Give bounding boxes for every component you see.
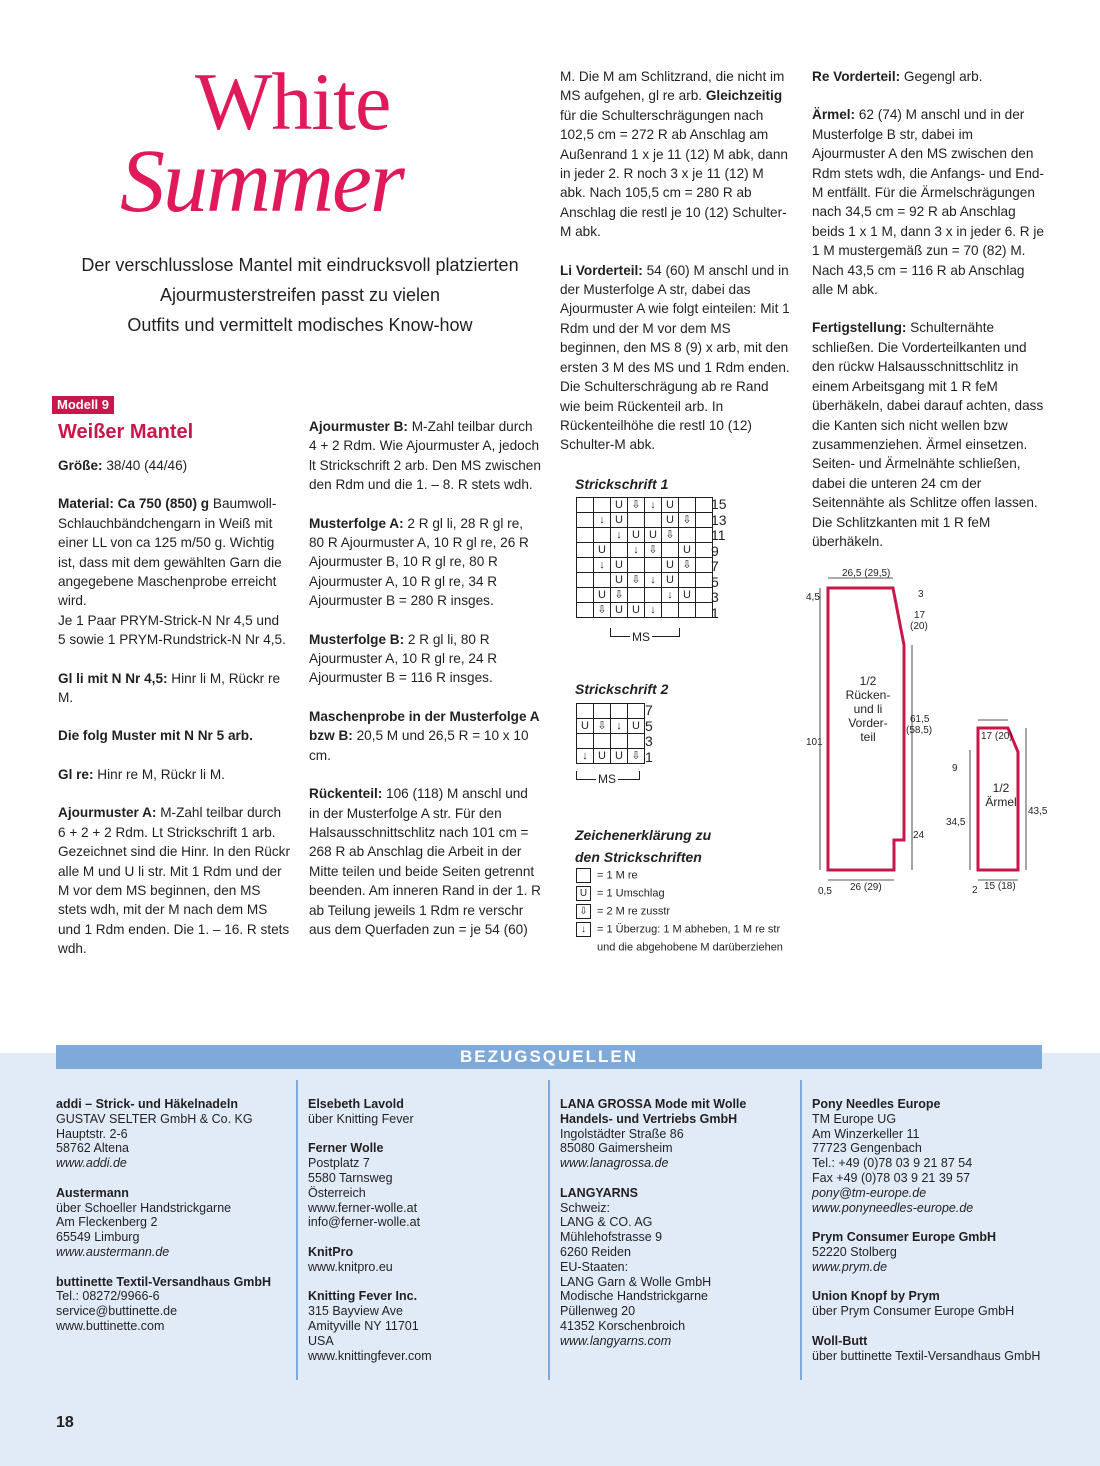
chart2-grid bbox=[576, 703, 645, 764]
chart1-row-numbers bbox=[711, 497, 727, 621]
chart-cell bbox=[662, 603, 679, 618]
supplier-line: über buttinette Textil-Versandhaus GmbH bbox=[812, 1348, 1041, 1363]
supplier-line: GUSTAV SELTER GmbH & Co. KG bbox=[56, 1111, 253, 1126]
chart-cell: ⇩ bbox=[628, 573, 645, 588]
chart-cell bbox=[577, 513, 594, 528]
chart-cell: ⇩ bbox=[628, 749, 645, 764]
footer-divider bbox=[296, 1080, 298, 1380]
legend-item bbox=[576, 886, 665, 901]
page-number: 18 bbox=[56, 1414, 74, 1431]
supplier-column bbox=[56, 1097, 288, 1349]
row-number: 3 bbox=[711, 589, 719, 605]
chart-cell: ↓ bbox=[628, 543, 645, 558]
chart-cell bbox=[628, 558, 645, 573]
chart-cell bbox=[645, 588, 662, 603]
chart-cell bbox=[577, 558, 594, 573]
supplier-column bbox=[308, 1097, 540, 1378]
dim-bottom-width: 26 (29) bbox=[850, 882, 882, 893]
folg-label: Die folg Muster mit N Nr 5 arb. bbox=[58, 728, 253, 744]
supplier-line: über Knitting Fever bbox=[308, 1111, 414, 1126]
chart-cell: U bbox=[611, 498, 628, 513]
legend-item bbox=[576, 904, 670, 919]
supplier-line: Postplatz 7 bbox=[308, 1156, 370, 1171]
chart-cell: U bbox=[662, 498, 679, 513]
row-number: 5 bbox=[645, 717, 653, 734]
sleeve-label bbox=[981, 781, 1021, 809]
chart-cell: U bbox=[679, 543, 696, 558]
size-label: Größe: bbox=[58, 458, 103, 473]
intro-line: Outfits und vermittelt modisches Know-how bbox=[127, 315, 473, 335]
chart-cell: U bbox=[594, 749, 611, 764]
supplier-line: Mühlehofstrasse 9 bbox=[560, 1230, 663, 1245]
ajour-b-label: Ajourmuster B: bbox=[309, 419, 408, 434]
supplier-website[interactable]: www.lanagrossa.de bbox=[560, 1156, 669, 1171]
supplier-website[interactable]: www.langyarns.com bbox=[560, 1333, 672, 1348]
chart-cell: U bbox=[628, 719, 645, 734]
supplier-line: Tel.: +49 (0)78 03 9 21 87 54 bbox=[812, 1156, 973, 1171]
supplier-line: Püllenweg 20 bbox=[560, 1304, 636, 1319]
supplier-entry bbox=[560, 1097, 792, 1171]
gl-li-text: Hinr li M, Rückr re M. bbox=[58, 670, 281, 706]
supplier-entry bbox=[308, 1097, 540, 1127]
supplier-line: service@buttinette.de bbox=[56, 1304, 178, 1319]
chart-cell: ↓ bbox=[577, 749, 594, 764]
intro-line: Ajourmusterstreifen passt zu vielen bbox=[159, 285, 441, 305]
chart2-title: Strickschrift 2 bbox=[575, 681, 669, 697]
supplier-name: Ferner Wolle bbox=[308, 1141, 384, 1156]
supplier-line: 77723 Gengenbach bbox=[812, 1141, 922, 1156]
supplier-website[interactable]: www.prym.de bbox=[812, 1259, 888, 1274]
chart-cell bbox=[611, 734, 628, 749]
chart-row bbox=[577, 704, 645, 719]
chart-cell: U bbox=[662, 558, 679, 573]
aermel-text: 62 (74) M anschl und in der Musterfolge B str, dabei im Ajourmuster A den MS zwischen den Rdm stets wdh, die Anfangs- und End-M entfällt. Für die Ärmelschrägungen nach 34,5 cm = 92 R ab Anschlag beids 1 x 1 M, dann 3 x in jeder 6. R je 1 M mustergemäß zun = 70 (82) M. Nach 43,5 cm = 116 R ab Anschlag alle M abk. bbox=[812, 107, 1044, 298]
supplier-line: www.knitpro.eu bbox=[308, 1259, 393, 1274]
folge-a-paragraph bbox=[309, 514, 541, 611]
chart-cell bbox=[577, 588, 594, 603]
supplier-website[interactable]: pony@tm-europe.de bbox=[812, 1185, 927, 1200]
chart-cell: ↓ bbox=[594, 558, 611, 573]
supplier-name: Elsebeth Lavold bbox=[308, 1097, 404, 1111]
dim-sleeve-9: 9 bbox=[952, 763, 958, 774]
chart-cell bbox=[577, 498, 594, 513]
row-number: 5 bbox=[711, 573, 719, 590]
legend-text: und die abgehobene M darüberziehen bbox=[597, 941, 783, 954]
chart-cell bbox=[594, 704, 611, 719]
supplier-entry bbox=[812, 1230, 1044, 1274]
body-label-line: Vorder- bbox=[848, 716, 888, 730]
legend-title-2: den Strickschriften bbox=[575, 849, 702, 865]
supplier-line: LANG & CO. AG bbox=[560, 1215, 653, 1230]
legend-symbol: U bbox=[576, 886, 591, 901]
legend-symbol bbox=[576, 868, 591, 883]
model-title: Weißer Mantel bbox=[58, 421, 194, 443]
dim-sleeve-top: 17 (20) bbox=[981, 731, 1013, 742]
chart-cell bbox=[696, 588, 713, 603]
supplier-entry bbox=[812, 1289, 1044, 1319]
chart-cell bbox=[594, 528, 611, 543]
chart-cell bbox=[645, 513, 662, 528]
chart-cell bbox=[577, 734, 594, 749]
supplier-website[interactable]: www.austermann.de bbox=[56, 1244, 170, 1259]
chart-cell bbox=[577, 528, 594, 543]
legend-symbol: ⇩ bbox=[576, 904, 591, 919]
fertig-label: Fertigstellung: bbox=[812, 320, 907, 336]
supplier-line: 65549 Limburg bbox=[56, 1230, 140, 1245]
material-text: Baumwoll-Schlauchbändchengarn in Weiß mit einer LL von ca 125 m/50 g. Wichtig ist, dass mit dem gewählten Garn die angegebene Maschenprobe erreicht wird. bbox=[58, 496, 282, 609]
body-label-line: und li bbox=[853, 702, 883, 716]
chart-cell bbox=[594, 734, 611, 749]
intro-text bbox=[50, 250, 550, 340]
chart2-ms-label: MS bbox=[598, 772, 616, 786]
row-number: 1 bbox=[711, 604, 719, 621]
chart-cell bbox=[611, 704, 628, 719]
gl-li-label: Gl li mit N Nr 4,5: bbox=[58, 670, 168, 686]
supplier-name: Knitting Fever Inc. bbox=[308, 1289, 418, 1304]
needles-paragraph: Je 1 Paar PRYM-Strick-N Nr 4,5 und 5 sowie 1 PRYM-Rundstrick-N Nr 4,5. bbox=[58, 612, 286, 648]
chart-row bbox=[577, 543, 713, 558]
probe-paragraph bbox=[309, 707, 541, 765]
chart-row bbox=[577, 588, 713, 603]
chart-cell: ⇩ bbox=[679, 513, 696, 528]
supplier-line: www.knittingfever.com bbox=[308, 1348, 432, 1363]
supplier-line: www.buttinette.com bbox=[56, 1318, 165, 1333]
ajour-b-paragraph bbox=[309, 417, 541, 495]
chart-cell bbox=[645, 558, 662, 573]
chart-cell bbox=[628, 704, 645, 719]
supplier-line: info@ferner-wolle.at bbox=[308, 1215, 421, 1230]
intro-line: Der verschlusslose Mantel mit eindrucksvoll platzierten bbox=[81, 255, 519, 275]
chart-cell: U bbox=[628, 528, 645, 543]
chart-cell: ↓ bbox=[611, 719, 628, 734]
folge-a-text: 2 R gl li, 28 R gl re, 80 R Ajourmuster A, 10 R gl re, 26 R Ajourmuster B, 10 R gl re, 80 R Ajourmuster A, 10 R gl re, 34 R Ajourmuster B = 280 R insges. bbox=[309, 515, 529, 609]
re-vorderteil-paragraph bbox=[812, 67, 1044, 86]
supplier-line: Am Fleckenberg 2 bbox=[56, 1215, 158, 1230]
supplier-line: Fax +49 (0)78 03 9 21 39 57 bbox=[812, 1170, 971, 1185]
dim-top-left: 4,5 bbox=[806, 592, 820, 603]
fertig-text: Schulternähte schließen. Die Vorderteilkanten und den rückw Halsausschnittschlitz in einem Arbeitsgang mit 1 R feM überhäkeln, dabei darauf achten, dass die Kanten sich nicht wellen bzw zusammenziehen. Ärmel einsetzen. Seiten- und Ärmelnähte schließen, dabei die unteren 24 cm der Seitennähte als Schlitze offen lassen. Die Schlitzkanten mit 1 R feM überhäkeln. bbox=[812, 320, 1044, 549]
chart-cell: U bbox=[577, 719, 594, 734]
legend-text: = 1 Überzug: 1 M abheben, 1 M re str bbox=[597, 923, 781, 936]
chart-cell bbox=[628, 588, 645, 603]
supplier-name: Austermann bbox=[56, 1185, 129, 1200]
legend-text: = 1 Umschlag bbox=[597, 887, 665, 900]
chart1-ms-label: MS bbox=[632, 630, 650, 644]
row-number: 1 bbox=[645, 748, 653, 765]
ruecken-label: Rückenteil: bbox=[309, 786, 383, 802]
aermel-paragraph bbox=[812, 105, 1044, 299]
chart-cell bbox=[696, 603, 713, 618]
model-badge: Modell 9 bbox=[52, 396, 114, 414]
chart-cell: U bbox=[611, 603, 628, 618]
supplier-entry bbox=[56, 1186, 288, 1260]
supplier-website[interactable]: www.ponyneedles-europe.de bbox=[812, 1200, 974, 1215]
chart-row bbox=[577, 498, 713, 513]
supplier-entry bbox=[308, 1289, 540, 1363]
chart-cell bbox=[577, 603, 594, 618]
fertig-paragraph bbox=[812, 318, 1044, 551]
supplier-website[interactable]: www.addi.de bbox=[56, 1156, 127, 1171]
dim-shoulder: 17 bbox=[914, 610, 926, 621]
chart-cell: U bbox=[611, 749, 628, 764]
instructions-column-2 bbox=[309, 417, 541, 958]
legend-title-1: Zeichenerklärung zu bbox=[575, 827, 712, 843]
chart-cell: U bbox=[611, 573, 628, 588]
probe-label: Maschenprobe in der Musterfolge A bzw B: bbox=[309, 708, 540, 744]
chart-row bbox=[577, 558, 713, 573]
chart-row bbox=[577, 513, 713, 528]
supplier-line: Modische Handstrickgarne bbox=[560, 1289, 708, 1304]
dim-sleeve-bottom: 15 (18) bbox=[984, 881, 1016, 892]
re-vorderteil-text: Gegengl arb. bbox=[900, 69, 983, 84]
ajour-a-text: M-Zahl teilbar durch 6 + 2 + 2 Rdm. Lt Strickschrift 1 arb. Gezeichnet sind die Hinr. In den Rückr alle M und U li str. Mit 1 Rdm und der M vor dem MS beginnen, den MS stets wdh, mit der M nach dem MS und 1 Rdm enden. Die 1. – 16. R stets wdh. bbox=[58, 805, 290, 957]
chart-cell: ⇩ bbox=[679, 558, 696, 573]
dim-top-width: 26,5 (29,5) bbox=[842, 568, 891, 579]
row-number: 13 bbox=[711, 511, 727, 528]
supplier-column bbox=[560, 1097, 792, 1363]
row-number: 15 bbox=[711, 496, 727, 512]
footer-divider bbox=[800, 1080, 802, 1380]
chart-cell: U bbox=[679, 588, 696, 603]
supplier-entry bbox=[560, 1186, 792, 1349]
gl-re-label: Gl re: bbox=[58, 766, 94, 782]
supplier-name: Prym Consumer Europe GmbH bbox=[812, 1230, 997, 1245]
supplier-line: 315 Bayview Ave bbox=[308, 1304, 403, 1319]
supplier-name: buttinette Textil-Versandhaus GmbH bbox=[56, 1274, 272, 1289]
chart-cell bbox=[611, 543, 628, 558]
supplier-entry bbox=[308, 1141, 540, 1230]
chart-cell bbox=[577, 573, 594, 588]
aermel-label: Ärmel: bbox=[812, 107, 856, 123]
row-number: 3 bbox=[645, 733, 653, 749]
chart-cell bbox=[679, 498, 696, 513]
ruecken-text: 106 (118) M anschl und in der Musterfolge A str. Für den Halsausschnittschlitz nach 101 cm = 268 R ab Anschlag die Arbeit in der Mitte teilen und beide Seiten getrennt beenden. Am inneren Rand in der 1. R ab Teilung jeweils 1 Rdm re verschr aus dem Querfaden zun = je 54 (60) bbox=[309, 786, 542, 937]
supplier-name: LANA GROSSA Mode mit Wolle Handels- und Vertriebs GmbH bbox=[560, 1097, 747, 1126]
chart-cell bbox=[696, 543, 713, 558]
li-vorderteil-label: Li Vorderteil: bbox=[560, 262, 643, 278]
sleeve-label-line: 1/2 bbox=[992, 781, 1010, 795]
material-paragraph bbox=[58, 494, 290, 610]
chart-cell: U bbox=[594, 588, 611, 603]
chart-cell: ⇩ bbox=[645, 543, 662, 558]
ruecken-cont-a: M. Die M am Schlitzrand, die nicht im MS aufgehen, gl re arb. bbox=[560, 69, 785, 104]
row-number: 7 bbox=[711, 558, 719, 574]
supplier-line: Tel.: 08272/9966-6 bbox=[56, 1289, 160, 1304]
chart-cell bbox=[577, 704, 594, 719]
chart1-title: Strickschrift 1 bbox=[575, 476, 669, 492]
chart2-row-numbers bbox=[645, 703, 653, 765]
legend-item bbox=[576, 922, 780, 937]
supplier-entry bbox=[308, 1245, 540, 1275]
supplier-line: 5580 Tarnsweg bbox=[308, 1170, 393, 1185]
chart-cell: U bbox=[628, 603, 645, 618]
supplier-line: TM Europe UG bbox=[812, 1111, 897, 1126]
chart-cell: ↓ bbox=[662, 588, 679, 603]
title-summer: Summer bbox=[120, 132, 403, 231]
chart-cell: U bbox=[611, 513, 628, 528]
chart-cell bbox=[696, 513, 713, 528]
dim-slit: 24 bbox=[913, 830, 925, 841]
chart-cell: ↓ bbox=[645, 603, 662, 618]
instructions-column-4 bbox=[812, 67, 1044, 570]
chart-cell bbox=[628, 734, 645, 749]
gl-re-paragraph bbox=[58, 765, 290, 784]
supplier-name: Pony Needles Europe bbox=[812, 1097, 941, 1111]
supplier-line: LANG Garn & Wolle GmbH bbox=[560, 1274, 712, 1289]
supplier-entry bbox=[56, 1275, 288, 1334]
re-vorderteil-label: Re Vorderteil: bbox=[812, 69, 901, 84]
chart-cell: ↓ bbox=[594, 513, 611, 528]
footer-title: BEZUGSQUELLEN bbox=[56, 1045, 1042, 1069]
folge-b-text: 2 R gl li, 80 R Ajourmuster A, 10 R gl re, 24 R Ajourmuster B = 116 R insges. bbox=[309, 631, 498, 686]
li-vorderteil-text: 54 (60) M anschl und in der Musterfolge A str, dabei das Ajourmuster A wie folgt einteilen: Mit 1 Rdm und der M vor dem MS beginnen, den MS 8 (9) x arb, mit den ersten 3 M des MS und 1 Rdm enden. Die Schulterschrägung ab re Rand wie beim Rückenteil arb. In Rückenteilhöhe die restl 10 (12) Schulter-M abk. bbox=[560, 262, 790, 453]
folg-paragraph bbox=[58, 726, 290, 745]
dim-top-right: 3 bbox=[918, 589, 924, 600]
ajour-a-paragraph bbox=[58, 803, 290, 958]
size-paragraph bbox=[58, 456, 290, 475]
chart-cell: ⇩ bbox=[594, 719, 611, 734]
gleichzeitig-label: Gleichzeitig bbox=[705, 88, 783, 104]
supplier-line: Hauptstr. 2-6 bbox=[56, 1126, 128, 1141]
supplier-entry bbox=[56, 1097, 288, 1171]
dim-shoulder-alt: (20) bbox=[910, 621, 928, 632]
dim-sleeve-435: 43,5 bbox=[1028, 806, 1048, 817]
instructions-column-3 bbox=[560, 67, 792, 474]
ruecken-cont-paragraph bbox=[560, 67, 792, 242]
legend-text: = 1 M re bbox=[597, 869, 638, 882]
gl-li-paragraph bbox=[58, 669, 290, 708]
chart1-grid bbox=[576, 497, 713, 618]
chart-cell bbox=[577, 543, 594, 558]
li-vorderteil-paragraph bbox=[560, 261, 792, 455]
supplier-name: addi – Strick- und Häkelnadeln bbox=[56, 1097, 238, 1111]
supplier-line: Ingolstädter Straße 86 bbox=[560, 1126, 684, 1141]
ruecken-cont-b: für die Schulterschrägungen nach 102,5 cm = 272 R ab Anschlag am Außenrand 1 x je 11 (12) M abk, dann in jeder 2. R noch 3 x je 11 (12) M abk. Nach 105,5 cm = 280 R ab Anschlag die restl je 10 (12) Schulter-M abk. bbox=[560, 107, 788, 240]
supplier-line: www.ferner-wolle.at bbox=[308, 1200, 418, 1215]
body-label-line: teil bbox=[860, 730, 876, 744]
title-white: White bbox=[195, 56, 391, 147]
dim-sleeve-2: 2 bbox=[972, 885, 978, 896]
chart-cell: ↓ bbox=[611, 528, 628, 543]
instructions-column-1 bbox=[58, 456, 290, 978]
ajour-b-text: M-Zahl teilbar durch 4 + 2 Rdm. Wie Ajourmuster A, jedoch lt Strickschrift 2 arb. Den MS zwischen den Rdm und die 1. – 8. R stets wdh. bbox=[309, 419, 541, 493]
supplier-line: über Prym Consumer Europe GmbH bbox=[812, 1304, 1015, 1319]
supplier-line: Schweiz: bbox=[560, 1200, 611, 1215]
supplier-line: 6260 Reiden bbox=[560, 1244, 631, 1259]
row-number: 9 bbox=[711, 542, 719, 559]
supplier-line: 58762 Altena bbox=[56, 1141, 129, 1156]
chart-cell bbox=[662, 543, 679, 558]
material-label: Material: Ca 750 (850) g bbox=[58, 496, 210, 512]
chart-cell: ↓ bbox=[645, 573, 662, 588]
chart-row bbox=[577, 528, 713, 543]
probe-text: 20,5 M und 26,5 R = 10 x 10 cm. bbox=[309, 728, 529, 763]
chart-cell bbox=[696, 573, 713, 588]
chart-cell bbox=[628, 513, 645, 528]
body-label bbox=[838, 674, 898, 744]
supplier-name: Woll-Butt bbox=[812, 1333, 868, 1348]
chart-cell bbox=[594, 573, 611, 588]
chart-row bbox=[577, 749, 645, 764]
folge-b-label: Musterfolge B: bbox=[309, 631, 405, 647]
supplier-line: EU-Staaten: bbox=[560, 1259, 629, 1274]
chart-row bbox=[577, 603, 713, 618]
supplier-name: KnitPro bbox=[308, 1244, 354, 1259]
legend-item bbox=[576, 868, 638, 883]
body-label-line: Rücken- bbox=[845, 688, 891, 702]
chart-cell: U bbox=[662, 513, 679, 528]
supplier-line: über Schoeller Handstrickgarne bbox=[56, 1200, 232, 1215]
sleeve-label-line: Ärmel bbox=[985, 795, 1017, 809]
supplier-line: 85080 Gaimersheim bbox=[560, 1141, 673, 1156]
folge-a-label: Musterfolge A: bbox=[309, 515, 404, 531]
chart-cell: U bbox=[594, 543, 611, 558]
dim-side: 61,5 bbox=[910, 714, 930, 725]
dim-side-alt: (58,5) bbox=[906, 725, 933, 736]
chart-cell: U bbox=[611, 558, 628, 573]
supplier-column bbox=[812, 1097, 1044, 1378]
chart-row bbox=[577, 573, 713, 588]
chart-cell bbox=[679, 573, 696, 588]
row-number: 7 bbox=[645, 702, 653, 718]
supplier-entry bbox=[812, 1334, 1044, 1364]
supplier-name: Union Knopf by Prym bbox=[812, 1289, 940, 1304]
gl-re-text: Hinr re M, Rückr li M. bbox=[93, 766, 225, 782]
chart-cell bbox=[696, 528, 713, 543]
supplier-line: USA bbox=[308, 1333, 334, 1348]
chart-cell bbox=[594, 498, 611, 513]
chart-cell: U bbox=[662, 573, 679, 588]
supplier-line: 41352 Korschenbroich bbox=[560, 1318, 686, 1333]
folge-b-paragraph bbox=[309, 630, 541, 688]
supplier-line: Amityville NY 11701 bbox=[308, 1318, 419, 1333]
size-value: 38/40 (44/46) bbox=[102, 458, 188, 473]
chart-row bbox=[577, 734, 645, 749]
chart-cell bbox=[679, 603, 696, 618]
legend-symbol: ↓ bbox=[576, 922, 591, 937]
row-number: 11 bbox=[711, 527, 726, 543]
legend-text: = 2 M re zusstr bbox=[597, 905, 671, 918]
chart-cell: U bbox=[645, 528, 662, 543]
supplier-line: 52220 Stolberg bbox=[812, 1244, 897, 1259]
legend-item bbox=[576, 940, 783, 955]
footer-divider bbox=[548, 1080, 550, 1380]
dim-height: 101 bbox=[806, 737, 823, 748]
body-label-line: 1/2 bbox=[859, 674, 877, 688]
chart-cell: ⇩ bbox=[628, 498, 645, 513]
chart-row bbox=[577, 719, 645, 734]
dim-sleeve-345: 34,5 bbox=[946, 817, 966, 828]
chart-cell: ⇩ bbox=[611, 588, 628, 603]
ruecken-paragraph bbox=[309, 784, 541, 939]
supplier-entry bbox=[812, 1097, 1044, 1215]
chart-cell bbox=[696, 498, 713, 513]
chart-cell bbox=[679, 528, 696, 543]
supplier-name: LANGYARNS bbox=[560, 1185, 639, 1200]
ajour-a-label: Ajourmuster A: bbox=[58, 805, 157, 821]
chart-cell bbox=[696, 558, 713, 573]
chart-cell: ⇩ bbox=[662, 528, 679, 543]
dim-bottom-left: 0,5 bbox=[818, 886, 832, 897]
chart-cell: ⇩ bbox=[594, 603, 611, 618]
supplier-line: Österreich bbox=[308, 1185, 366, 1200]
supplier-line: Am Winzerkeller 11 bbox=[812, 1126, 920, 1141]
chart-cell: ↓ bbox=[645, 498, 662, 513]
